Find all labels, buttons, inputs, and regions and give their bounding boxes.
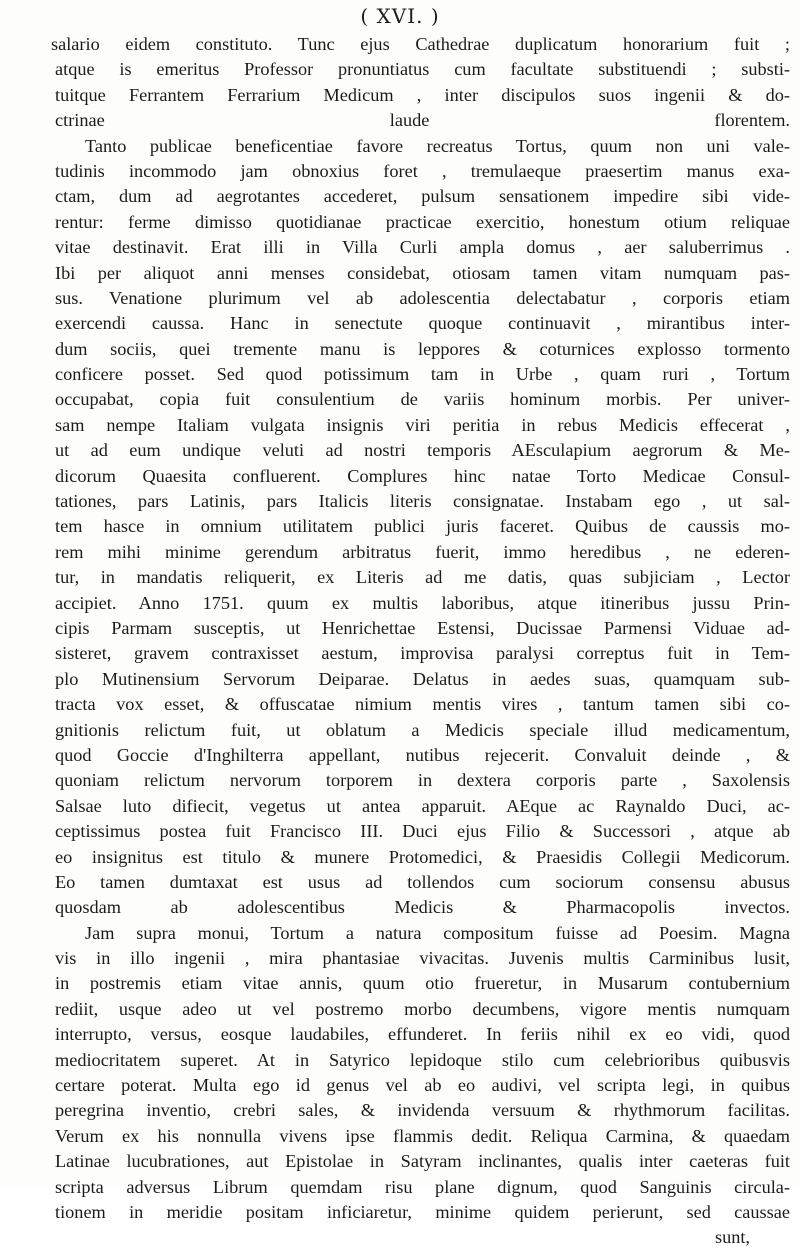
text-line: occupabat, copia fuit consulentium de variis hominum morbis. Per univer- — [55, 389, 790, 410]
text-line: in postremis etiam vitae annis, quum otio frueretur, in Musarum contubernium — [55, 973, 790, 994]
text-line: ut ad eum undique veluti ad nostri temporis AEsculapium aegrorum & Me- — [55, 440, 790, 461]
text-line: cipis Parmam susceptis, ut Henrichettae Estensi, Ducissae Parmensi Viduae ad- — [55, 617, 790, 638]
text-line: sus. Venatione plurimum vel ab adolescentia delectabatur , corporis etiam — [55, 287, 790, 308]
text-line: salario eidem constituto. Tunc ejus Cathedrae duplicatum honorarium fuit ; — [51, 34, 790, 54]
text-line: Jam supra monui, Tortum a natura compositum fuisse ad Poesim. Magna — [85, 922, 790, 943]
text-line: dicorum Quaesita confluerent. Complures hinc natae Torto Medicae Consul- — [55, 465, 790, 486]
text-line: tracta vox esset, & offuscatae nimium mentis vires , tantum tamen sibi co- — [55, 694, 790, 715]
text-line: tur, in mandatis reliquerit, ex Literis ad me datis, quas subjiciam , Lector — [55, 567, 790, 588]
text-line: rem mihi minime gerendum arbitratus fuerit, immo heredibus , ne ederen- — [55, 541, 790, 562]
text-line: ctrinae laude florentem. — [55, 110, 790, 131]
page-number: ( XVI. ) — [360, 4, 440, 28]
text-line: accipiet. Anno 1751. quum ex multis laboribus, atque itineribus jussu Prin- — [55, 592, 790, 613]
text-line: Latinae lucubrationes, aut Epistolae in Satyram inclinantes, qualis inter caeteras fuit — [55, 1151, 790, 1172]
text-line: conficere posset. Sed quod potissimum tam in Urbe , quam ruri , Tortum — [55, 364, 790, 385]
text-line: vitae destinavit. Erat illi in Villa Curli ampla domus , aer saluberrimus . — [55, 237, 790, 258]
text-line: peregrina inventio, crebri sales, & invidenda versuum & rhythmorum facilitas. — [55, 1100, 790, 1121]
text-line: mediocritatem superet. At in Satyrico lepidoque stilo cum celebrioribus quibusvis — [55, 1049, 790, 1070]
text-line: quosdam ab adolescentibus Medicis & Pharmacopolis invectos. — [55, 897, 790, 918]
text-line: Salsae luto difiecit, vegetus ut antea apparuit. AEque ac Raynaldo Duci, ac- — [55, 795, 790, 816]
text-line: sam nempe Italiam vulgata insignis viri peritia in rebus Medicis effecerat , — [55, 414, 790, 435]
text-line: sisteret, gravem contraxisset aestum, improvisa paralysi correptus fuit in Tem- — [55, 643, 790, 664]
text-line: Eo tamen dumtaxat est usus ad tollendos cum sociorum consensu abusus — [55, 871, 790, 892]
text-line: rentur: ferme dimisso quotidianae practicae exercitio, honestum otium reliquae — [55, 211, 790, 232]
text-line: Tanto publicae beneficentiae favore recreatus Tortus, quum non uni vale- — [85, 135, 790, 156]
text-line: dum sociis, quei tremente manu is leppores & coturnices explosso tormento — [55, 338, 790, 359]
text-line: Ibi per aliquot anni menses considebat, otiosam tamen vitam numquam pas- — [55, 262, 790, 283]
text-line: scripta adversus Librum quemdam risu plane dignum, quod Sanguinis circula- — [55, 1176, 790, 1197]
text-line: plo Mutinensium Servorum Deiparae. Delatus in aedes suas, quamquam sub- — [55, 668, 790, 689]
text-line: vis in illo ingenii , mira phantasiae vivacitas. Juvenis multis Carminibus lusit, — [55, 948, 790, 969]
text-line: tationes, pars Latinis, pars Italicis literis consignatae. Instabam ego , ut sal- — [55, 491, 790, 512]
text-line: rediit, usque adeo ut vel postremo morbo decumbens, vigore mentis numquam — [55, 998, 790, 1019]
text-line: gnitionis relictum fuit, ut oblatum a Medicis speciale illud medicamentum, — [55, 719, 790, 740]
text-line: sunt, — [714, 1227, 750, 1248]
text-line: atque is emeritus Professor pronuntiatus cum facultate substituendi ; substi- — [55, 59, 790, 80]
text-line: exercendi caussa. Hanc in senectute quoque continuavit , mirantibus inter- — [55, 313, 790, 334]
text-line: tudinis incommodo jam obnoxius foret , tremulaeque praesertim manus exa- — [55, 160, 790, 181]
text-line: Verum ex his nonnulla vivens ipse flammis dedit. Reliqua Carmina, & quaedam — [55, 1125, 790, 1146]
text-line: tem hasce in omnium utilitatem publici juris faceret. Quibus de caussis mo- — [55, 516, 790, 537]
text-line: interrupto, versus, eosque laudabiles, effunderet. In feriis nihil ex eo vidi, quod — [55, 1024, 790, 1045]
text-line: tionem in meridie positam inficiaretur, minime quidem perierunt, sed caussae — [55, 1201, 790, 1222]
text-line: quoniam relictum nervorum torporem in dextera corporis parte , Saxolensis — [55, 770, 790, 791]
body-text — [51, 32, 790, 1251]
text-line: ceptissimus postea fuit Francisco III. Duci ejus Filio & Successori , atque ab — [55, 821, 790, 842]
text-line: ctam, dum ad aegrotantes accederet, pulsum sensationem impedire sibi vide- — [55, 186, 790, 207]
text-line: tuitque Ferrantem Ferrarium Medicum , inter discipulos suos ingenii & do- — [55, 84, 790, 105]
text-line: eo insignitus est titulo & munere Protomedici, & Praesidis Collegii Medicorum. — [55, 846, 790, 867]
text-line: certare poterat. Multa ego id genus vel ab eo audivi, vel scripta legi, in quibus — [55, 1075, 790, 1096]
text-line: quod Goccie d'Inghilterra appellant, nutibus rejecerit. Convaluit deinde , & — [55, 744, 790, 765]
